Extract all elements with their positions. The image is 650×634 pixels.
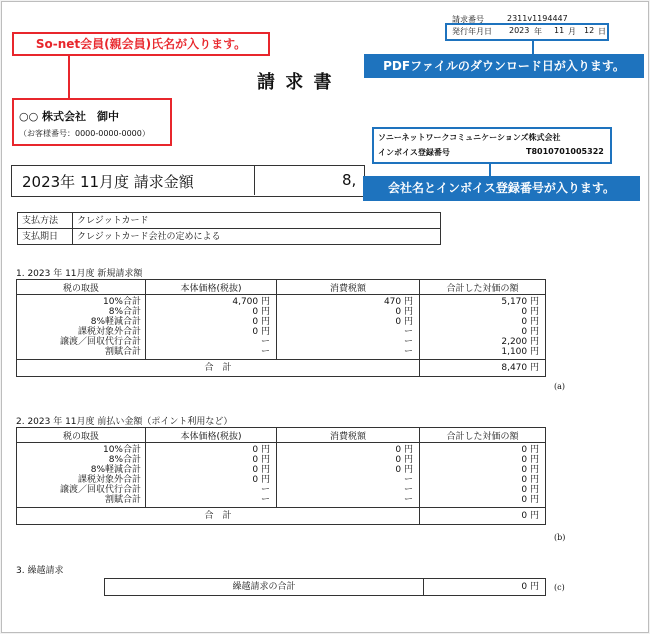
section1-row-label: 10%合計: [102, 297, 141, 307]
section2-title: 2. 2023 年 11月度 前払い金額（ポイント利用など）: [16, 417, 233, 427]
section1-total-value: 0 円: [521, 307, 539, 317]
issue-day-unit: 日: [598, 27, 606, 36]
section1-base-cell: [146, 295, 277, 360]
customer-name: ○○ 株式会社 御中: [19, 110, 120, 123]
section1-total-value: 2,200 円: [501, 337, 539, 347]
section2-header-base: 本体価格(税抜): [146, 428, 277, 443]
section3-value: 0 円: [424, 579, 546, 596]
section2-tax-value: 0 円: [395, 465, 413, 475]
section2-tax-value: ー: [403, 485, 413, 495]
section2-mark: (b): [554, 533, 566, 542]
section2-base-value: 0 円: [252, 465, 270, 475]
section2-row-label: 割賦合計: [104, 495, 141, 505]
section2-grand-total-label: 合 計: [17, 508, 420, 525]
invoice-page: [1, 1, 649, 633]
customer-name-connector: [68, 54, 70, 98]
section2-grand-total-value: 0 円: [420, 508, 546, 525]
section1-row-label: 譲渡／回収代行合計: [59, 337, 141, 347]
payment-table: [17, 212, 441, 245]
section3-label: 繰越請求の合計: [105, 579, 424, 596]
section2-tax-value: 0 円: [395, 445, 413, 455]
invoice-number-label: 請求番号: [452, 15, 484, 24]
section2-base-value: ー: [260, 495, 270, 505]
amount-box-divider: [254, 165, 255, 195]
section1-header-base: 本体価格(税抜): [146, 280, 277, 295]
section2-row-label: 10%合計: [102, 445, 141, 455]
section1-total-cell: [420, 295, 546, 360]
section1-base-value: ー: [260, 337, 270, 347]
document-title: 請 求 書: [257, 72, 334, 93]
section2-row-label: 8%合計: [108, 455, 141, 465]
section1-mark: (a): [554, 382, 566, 391]
section1-grand-total-label: 合 計: [17, 360, 420, 377]
section1-base-value: 0 円: [252, 327, 270, 337]
invoice-number: 2311v1194447: [507, 14, 568, 23]
section2-tax-cell: [277, 443, 420, 508]
section2-base-value: 0 円: [252, 455, 270, 465]
amount-label: 2023年 11月度 請求金額: [22, 173, 194, 191]
section2-total-value: 0 円: [521, 495, 539, 505]
payment-due-value: クレジットカード会社の定めによる: [73, 229, 441, 245]
section2-total-cell: [420, 443, 546, 508]
section2-labels-cell: [17, 443, 146, 508]
section1-tax-value: 0 円: [395, 307, 413, 317]
section1-row-label: 課税対象外合計: [77, 327, 141, 337]
section1-table: [16, 279, 546, 377]
issuer-invoice-label: インボイス登録番号: [378, 148, 450, 157]
section2-row-label: 課税対象外合計: [77, 475, 141, 485]
section2-tax-value: 0 円: [395, 455, 413, 465]
section1-tax-value: 0 円: [395, 317, 413, 327]
section2-base-value: 0 円: [252, 475, 270, 485]
section1-header-tax-amount: 消費税額: [277, 280, 420, 295]
section2-total-value: 0 円: [521, 445, 539, 455]
section3-mark: (c): [554, 583, 565, 592]
section2-header-total: 合計した対価の額: [420, 428, 546, 443]
section1-header-total: 合計した対価の額: [420, 280, 546, 295]
section1-row-label: 8%合計: [108, 307, 141, 317]
section2-base-value: ー: [260, 485, 270, 495]
section1-total-value: 0 円: [521, 317, 539, 327]
section2-total-value: 0 円: [521, 465, 539, 475]
section2-total-value: 0 円: [521, 485, 539, 495]
pdf-date-connector: [532, 39, 534, 54]
section1-base-value: ー: [260, 347, 270, 357]
section1-header-tax: 税の取扱: [17, 280, 146, 295]
section1-tax-value: 470 円: [383, 297, 413, 307]
issue-year: 2023: [509, 26, 530, 35]
issue-month: 11: [554, 26, 565, 35]
section1-title: 1. 2023 年 11月度 新規請求額: [16, 269, 143, 279]
payment-due-label: 支払期日: [18, 229, 73, 245]
company-invoice-callout: 会社名とインボイス登録番号が入ります。: [363, 176, 640, 201]
section2-row-label: 8%軽減合計: [90, 465, 141, 475]
section1-tax-cell: [277, 295, 420, 360]
section1-tax-value: ー: [403, 347, 413, 357]
section1-total-value: 1,100 円: [501, 347, 539, 357]
section2-tax-value: ー: [403, 475, 413, 485]
section1-tax-value: ー: [403, 337, 413, 347]
amount-value: 8,: [342, 171, 357, 189]
section1-labels-cell: [17, 295, 146, 360]
section2-table: [16, 427, 546, 525]
section2-base-cell: [146, 443, 277, 508]
section1-row-label: 割賦合計: [104, 347, 141, 357]
payment-method-value: クレジットカード: [73, 213, 441, 229]
section1-tax-value: ー: [403, 327, 413, 337]
payment-method-label: 支払方法: [18, 213, 73, 229]
section1-total-value: 0 円: [521, 327, 539, 337]
company-invoice-connector: [489, 162, 491, 176]
section2-tax-value: ー: [403, 495, 413, 505]
issue-date-label: 発行年月日: [452, 27, 492, 36]
section1-total-value: 5,170 円: [501, 297, 539, 307]
section2-total-value: 0 円: [521, 455, 539, 465]
section2-total-value: 0 円: [521, 475, 539, 485]
customer-name-callout: So-net会員(親会員)氏名が入ります。: [12, 32, 270, 56]
section2-header-tax-amount: 消費税額: [277, 428, 420, 443]
issue-month-unit: 月: [568, 27, 576, 36]
section3-title: 3. 繰越請求: [16, 566, 64, 576]
section1-base-value: 4,700 円: [232, 297, 270, 307]
section1-row-label: 8%軽減合計: [90, 317, 141, 327]
section1-grand-total-value: 8,470 円: [420, 360, 546, 377]
section2-row-label: 譲渡／回収代行合計: [59, 485, 141, 495]
section1-base-value: 0 円: [252, 317, 270, 327]
issuer-invoice-number: T8010701005322: [526, 147, 604, 156]
section1-base-value: 0 円: [252, 307, 270, 317]
section3-table: [104, 578, 546, 596]
section2-header-tax: 税の取扱: [17, 428, 146, 443]
issue-day: 12: [584, 26, 595, 35]
issuer-company: ソニーネットワークコミュニケーションズ株式会社: [378, 133, 561, 142]
pdf-date-callout: PDFファイルのダウンロード日が入ります。: [364, 54, 644, 78]
issue-year-unit: 年: [534, 27, 542, 36]
section2-base-value: 0 円: [252, 445, 270, 455]
customer-number: （お客様番号：0000-0000-0000）: [19, 129, 150, 138]
